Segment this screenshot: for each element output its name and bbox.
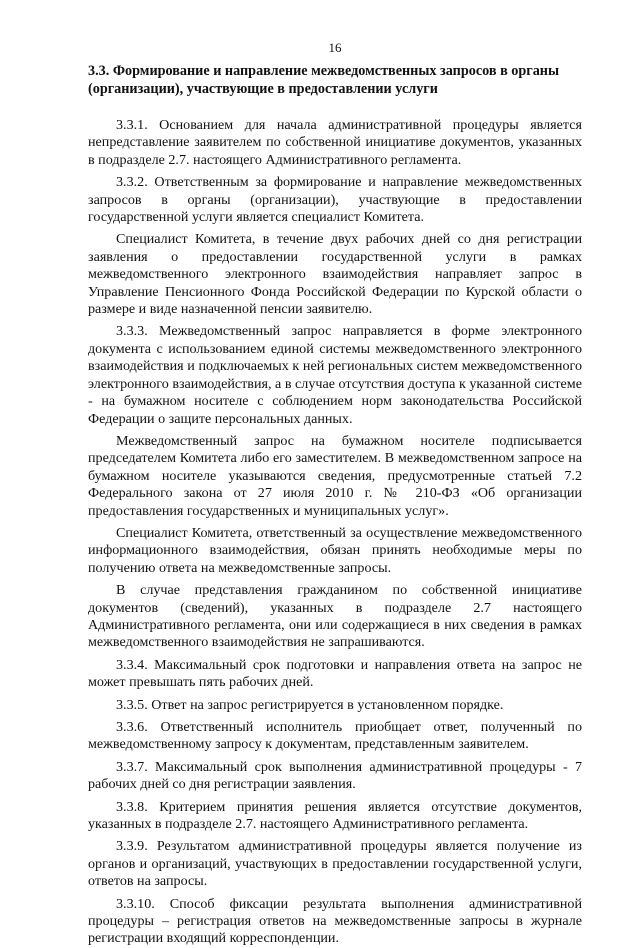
- section-heading: 3.3. Формирование и направление межведомственных запросов в органы (организации), участвующие в предоставлении услуги: [88, 63, 560, 97]
- paragraph-own-initiative: В случае представления гражданином по собственной инициативе документов (сведений), указанных в подразделе 2.7 настоящего Административного регламента, они или содержащиеся в них сведения в рамках межведомственного взаимодействия не запрашиваются.: [88, 582, 582, 651]
- paragraph-3-3-3: 3.3.3. Межведомственный запрос направляется в форме электронного документа с использованием единой системы межведомственного электронного взаимодействия и подключаемых к ней региональных систем межведомственного электронного взаимодействия, а в случае отсутствия доступа к указанной системе - на бумажном носителе с соблюдением норм законодательства Российской Федерации о защите персональных данных.: [88, 323, 582, 427]
- page-number: 16: [328, 40, 342, 55]
- paragraph-3-3-5: 3.3.5. Ответ на запрос регистрируется в установленном порядке.: [116, 696, 504, 713]
- paragraph-3-3-9: 3.3.9. Результатом административной процедуры является получение из органов и организаций, участвующих в предоставлении государственной услуги, ответов на запросы.: [88, 838, 582, 890]
- paragraph-3-3-8: 3.3.8. Критерием принятия решения является отсутствие документов, указанных в подразделе 2.7. настоящего Административного регламента.: [88, 798, 582, 833]
- paragraph-3-3-7: 3.3.7. Максимальный срок выполнения административной процедуры - 7 рабочих дней со дня регистрации заявления.: [88, 758, 582, 793]
- section-body: [88, 117, 582, 948]
- paragraph-3-3-10: 3.3.10. Способ фиксации результата выполнения административной процедуры – регистрация ответов на межведомственные запросы в журнале регистрации входящий корреспонденции.: [88, 895, 582, 947]
- paragraph-specialist-responsible: Специалист Комитета, ответственный за осуществление межведомственного информационного взаимодействия, обязан принять необходимые меры по получению ответа на межведомственные запросы.: [88, 524, 582, 576]
- paragraph-paper-request: Межведомственный запрос на бумажном носителе подписывается председателем Комитета либо его заместителем. В межведомственном запросе на бумажном носителе указываются сведения, предусмотренные статьей 7.2 Федерального закона от 27 июля 2010 г. № 210-ФЗ «Об организации предоставления государственных и муниципальных услуг».: [88, 432, 582, 519]
- paragraph-3-3-1: 3.3.1. Основанием для начала административной процедуры является непредставление заявителем по собственной инициативе документов, указанных в подразделе 2.7. настоящего Административного регламента.: [88, 117, 582, 168]
- paragraph-specialist-request: Специалист Комитета, в течение двух рабочих дней со дня регистрации заявления о предоставлении государственной услуги в рамках межведомственного электронного взаимодействия направляет запрос в Управление Пенсионного Фонда Российской Федерации по Курской области о размере и виде назначенной пенсии заявителю.: [88, 231, 582, 318]
- paragraph-3-3-6: 3.3.6. Ответственный исполнитель приобщает ответ, полученный по межведомственному запросу к документам, представленным заявителем.: [88, 719, 582, 753]
- paragraph-3-3-4: 3.3.4. Максимальный срок подготовки и направления ответа на запрос не может превышать пять рабочих дней.: [88, 656, 582, 691]
- paragraph-3-3-2: 3.3.2. Ответственным за формирование и направление межведомственных запросов в органы (организации), участвующие в предоставлении государственной услуги является специалист Комитета.: [88, 174, 582, 226]
